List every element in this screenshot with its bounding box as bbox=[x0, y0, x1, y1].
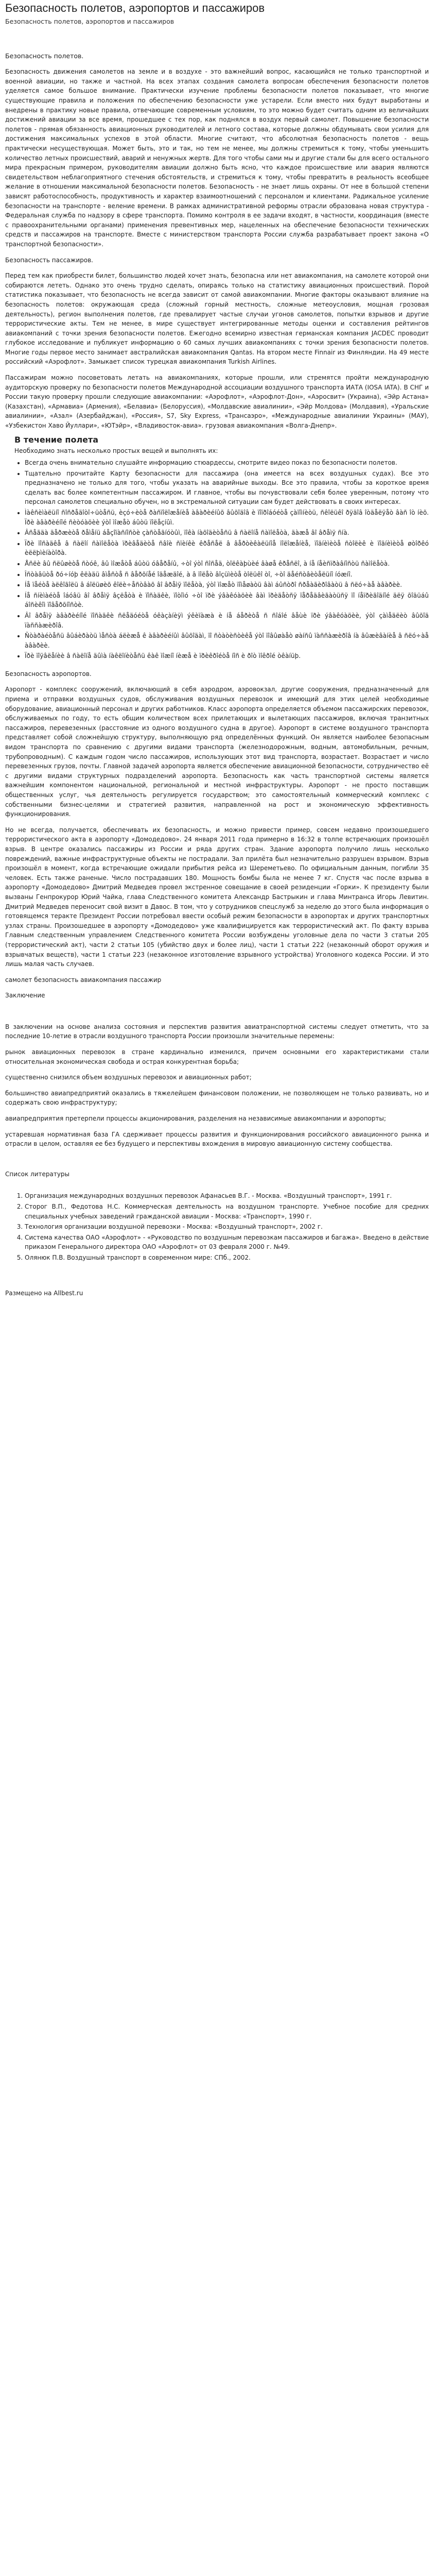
rules-item: • Ìàêñèìàëüíî ñîñðåäîòî÷üòåñü, èçó÷èòå ðàñïîëîæåíèå àâàðèéíûõ âûõîäîâ è ïîïðîáóéòå çàïîìíèòü, ñêîëüêî ðÿäîâ îòäåëÿåò âàñ îò íèõ. Ïðè àâàðèéíîé ñèòóàöèè ýòî ìîæåò áûòü ïîëåçíûì. bbox=[25, 508, 429, 527]
paragraph-conclusion-4: большинство авиапредприятий оказались в тяжелейшем финансовом положении, не позволяющем не только развивать, но и содержать свою инфраструктуру; bbox=[5, 1089, 429, 1107]
paragraph-flights-1: Безопасность движения самолетов на земле и в воздухе - это важнейший вопрос, касающийся не только транспортной и военной авиации, но также и частной. На всех этапах создания самолета вопросам обеспечения безопасности полетов уделяется самое большое внимание. Практически изучение проблемы безопасности полетов показывает, что многие существующие правила и положения по обеспечению безопасности уже устарели. Если вместо них будут выработаны и внедрены в практику новые правила, отвечающие современным условиям, то это можно будет считать одним из величайших достижений авиации за все время, прошедшее с тех пор, как поднялся в воздух первый самолет. Повышение безопасности полетов - прямая обязанность авиационных руководителей и летного состава, которые должны обдумывать свои усилия для достижения максимальных успехов в этой области. Многие считают, что абсолютная безопасность полетов - вещь практически несуществующая. Может быть, это и так, но тем не менее, мы должны стремиться к тому, чтобы уменьшить количество летных происшествий, аварий и ненужных жертв. Для того чтобы сами мы и другие стали бы для всего остального мира прекрасным примером, руководителям авиации должно быть ясно, что каждое происшествие или авария являются свидетельством неблагоприятного стечения обстоятельств, и стремиться к тому, чтобы превратить в реальность всеобщее желание в отношении максимальной безопасности полетов. Безопасность - не знает лишь охраны. От нее в большой степени зависят работоспособность, продуктивность и характер взаимоотношений с персоналом и клиентами. Радикальное усиление безопасности на транспорте - веление времени. В рамках административной реформы отрасли образована новая структура - Федеральная служба по надзору в сфере транспорта. Помимо контроля в ее задачи входят, в частности, координация (вместе с правоохранительными органами) применения превентивных мер, нацеленных на обеспечение безопасности технических средств и пассажиров на транспорте. Вместе с министерством транспорта России служба разрабатывает проект закона «О транспортной безопасности». bbox=[5, 68, 429, 248]
rules-item: • Ïðè ïîñàäêå â ñàëîí ñàìîëåòà ïðèâåäèòå ñâîè ñïèíêè êðåñåë â âåðòèêàëüíîå ïîëîæåíèå, ïîäíèìèòå ñòîëèê è ïîäíèìèòå øòîðêó èëëþìèíàòîðà. bbox=[25, 539, 429, 558]
rules-heading: В течение полета bbox=[14, 434, 99, 445]
reference-item: 2. Сторог В.П., Федотова Н.С. Коммерческая деятельность на воздушном транспорте. Учебное пособие для средних специальных учебных заведений гражданской авиации - Москва: «Транспорт», 1990 г. bbox=[25, 1202, 429, 1221]
rules-item: • Âñåãäà äåðæèòå ðåìåíü áåçîïàñíîñòè çàñòåãíóòûì, ïîêà íàõîäèòåñü â ñàëîíå ñàìîëåòà, äàæå âî âðåìÿ ñíà. bbox=[25, 528, 429, 538]
rules-lead: Необходимо знать несколько простых вещей и выполнять их: bbox=[14, 447, 218, 455]
paragraph-airports-2: Но не всегда, получается, обеспечивать их безопасность, и можно привести пример, совсем недавно произошедшего террористического акта в аэропорту «Домодедово». 24 января 2011 года примерно в 16:32 в толпе встречающих произошёл взрыв. В центре оказались пассажиры из России и ряда других стран. Здание аэропорта получило лишь несколько повреждений, важные инфраструктурные объекты не пострадали. Зал прилёта был незначительно разрушен взрывом. Взрыв произошёл в момент, когда встречающие ожидали прибытия рейса из Шереметьево. По официальным данным, погибли 35 человек. Есть также раненые. Число пострадавших 180. Мощность бомбы была не менее 7 кг. Спустя час после взрыва в аэропорту «Домодедово» Дмитрий Медведев провел экстренное совещание в своей резиденции «Горки». К президенту были вызваны Генпрокурор Юрий Чайка, глава Следственного комитета Александр Бастрыкин и глава Минтранса Игорь Левитин. Дмитрий Медведев переносит свой визит в Давос. В том, что у сотрудников спецслужб за неделю до этого была информация о готовящемся теракте Президент России потребовал ввести особый режим безопасности в аэропортах и других транспортных узлах страны. Произошедшее в аэропорту «Домодедово» уже квалифицируется как террористический акт. По факту взрыва Главным следственным управлением Следственного комитета России возбуждены уголовные дела по части 3 статьи 205 (террористический акт), части 2 статьи 105 (убийство двух и более лиц), части 1 статьи 222 (незаконный оборот оружия и взрывчатых веществ), части 1 статьи 223 (незаконное изготовление взрывного устройства) Уголовного кодекса России. И это лишь малая часть случаев. bbox=[5, 826, 429, 968]
paragraph-passengers-2: Пассажирам можно посоветовать летать на авиакомпаниях, которые прошли, или стремятся пройти международную аудиторскую проверку по безопасности полетов Международной ассоциации воздушного транспорта ИАТА (IOSA IATA). В СНГ и России такую проверку прошли следующие авиакомпании: «Аэрофлот», «Аэрофлот-Дон», «Аэросвит» (Украина), «Эйр Астана» (Казахстан), «Армавиа» (Армения), «Белавиа» (Белоруссия), «Молдавские авиалинии», «Эйр Молдова» (Молдавия), «Уральские авиалинии», «Азал» (Азербайджан), «Россия», S7, Sky Express, «Трансаэро», «Международные авиалинии Украины» (МАУ), «Узбекистон Хаво Йуллари», «ЮТэйр», «Владивосток-авиа». грузовая авиакомпания «Волга-Днепр». bbox=[5, 374, 429, 430]
section-heading-conclusion: Заключение bbox=[5, 992, 45, 999]
rules-item: • Íå ñíèìàéòå îáóâü âî âðåìÿ âçëåòà è ïîñàäêè, ïîòîìó ÷òî ïðè ýâàêóàöèè âàì ïðèäåòñÿ ïåðåäâèãàòüñÿ ïî íåïðèãîäíîé äëÿ õîäüáû áîñèêîì ïîâåðõíîñòè. bbox=[25, 591, 429, 610]
keywords-line: самолет безопасность авиакомпания пассажир bbox=[5, 976, 162, 984]
paragraph-conclusion-2: рынок авиационных перевозок в стране кардинально изменился, причем основными его характеристиками стали относительная экономическая свобода и острая конкурентная борьба; bbox=[5, 1048, 429, 1065]
rules-item: • Тщательно прочитайте Карту безопасности для пассажира (она имеется на всех воздушных судах). Все это предназначено не только для того, чтобы указать на аварийные выходы. Все это правила, чтобы за короткое время сделать вас более компетентным пассажиром. И главное, чтобы вы почувствовали себя более уверенным, потому что персонал самолетов специально обучен, но в экстремальной ситуации сам будет действовать в своих интересах. bbox=[25, 469, 429, 507]
paragraph-conclusion-1: В заключении на основе анализа состояния и перспектив развития авиатранспортной системы следует отметить, что за последние 10-летие в отрасли воздушного транспорта России произошли значительные перемены: bbox=[5, 1023, 429, 1040]
page-title: Безопасность полетов, аэропортов и пассажиров bbox=[5, 2, 265, 14]
rules-item: • Ñòàðàéòåñü âûáèðàòü ìåñòà áëèæå ê àâàðèéíûì âûõîäàì, ïî ñòàòèñòèêå ýòî ïîâûøàåò øàíñû ïàññàæèðîâ íà âûæèâàíèå â ñëó÷àå àâàðèè. bbox=[25, 631, 429, 650]
spacer bbox=[5, 1007, 429, 1022]
paragraph-conclusion-6: устаревшая нормативная база ГА сдерживает процессы развития и функционирования российского авиационного рынка и отрасли в целом, оставляя ее без будущего и перспективы вхождения в мировую авиационную систему сообщества. bbox=[5, 1130, 429, 1148]
rules-list bbox=[5, 458, 429, 661]
references-heading: Список литературы bbox=[5, 1170, 70, 1178]
rules-item: • Âî âðåìÿ àâàðèéíîé ïîñàäêè ñëåäóéòå óêàçàíèÿì ýêèïàæà è íå áåðèòå ñ ñîáîé âåùè ïðè ýâàêóàöèè, ýòî çàìåäëèò âûõîä ïàññàæèðîâ. bbox=[25, 611, 429, 630]
reference-item: 3. Технология организации воздушной перевозки - Москва: «Воздушный транспорт», 2002 г. bbox=[25, 1222, 429, 1232]
reference-item: 4. Система качества ОАО «Аэрофлот» - «Руководство по воздушным перевозкам пассажиров и багажа». Введено в действие приказом Генерального директора ОАО «Аэрофлот» от 03 февраля 2000 г. №49. bbox=[25, 1233, 429, 1252]
spacer bbox=[5, 61, 429, 67]
rules-item: • Всегда очень внимательно слушайте информацию стюардессы, смотрите видео показ по безопасности полетов. bbox=[25, 458, 429, 468]
section-heading-passengers: Безопасность пассажиров. bbox=[5, 256, 93, 264]
references-list bbox=[5, 1191, 429, 1262]
reference-item: 5. Олянюк П.В. Воздушный транспорт в современном мире: СПб., 2002. bbox=[25, 1253, 429, 1263]
paragraph-airports-1: Аэропорт - комплекс сооружений, включающий в себя аэродром, аэровокзал, другие сооружения, предназначенный для приема и отправки воздушных судов, обслуживания воздушных перевозок и имеющий для этих целей необходимые оборудование, авиационный персонал и других работников. Класс аэропорта определяется объемом пассажирских перевозок, обслуживаемых по году, то есть общим количеством всех прилетающих и вылетающих пассажиров, включая транзитных пассажиров, перевезенных (расстояние из одного воздушного судна в другое). Аэропорт в системе воздушного транспорта представляет собой сложнейшую структуру, выполняющую ряд определённых функций. Он является наиболее безопасным видом транспорта по сравнению с другими видами транспорта (железнодорожным, водным, автомобильным, речным, трубопроводным). С каждым годом число пассажиров, использующих этот вид транспорта, возрастает. Возрастает и число перевезенных грузов, почты. Главной задачей аэропорта является обеспечение авиационной безопасности, сотрудничество её с другими видами структурных подразделений аэропорта. Безопасность как часть транспортной системы является важнейшим компонентом национальной, региональной и местной инфраструктуры. Аэропорт - не просто поставщик общественных услуг, чья деятельность регулируется государством; это самостоятельный коммерческий комплекс с собственными бизнес-целями и стратегией развития, направленной на рост и экономическую эффективность функционирования. bbox=[5, 686, 429, 818]
rules-item: • Ïðè ïîÿâëåíèè â ñàëîíå äûìà íàêëîíèòåñü êàê ìîæíî íèæå è ïðèêðîéòå íîñ è ðîò ìîêðîé òêàíüþ. bbox=[25, 651, 429, 661]
rules-item: • Åñëè âû ñëûøèòå ñòóê, âû ìîæåòå áûòü óâåðåíû, ÷òî ýòî ñîñåä, òîëêàþùèé âàøå êðåñëî, à íå íåèñïðàâíîñòü ñàìîëåòà. bbox=[25, 559, 429, 569]
paragraph-conclusion-3: существенно снизился объем воздушных перевозок и авиационных работ; bbox=[5, 1074, 252, 1081]
section-heading-flights: Безопасность полетов. bbox=[5, 52, 84, 60]
reference-item: 1. Организация международных воздушных перевозок Афанасьев В.Г. - Москва. «Воздушный транспорт», 1991 г. bbox=[25, 1191, 429, 1201]
page-subtitle: Безопасность полетов, аэропортов и пассажиров bbox=[5, 17, 175, 25]
rules-item: • Íå ïåéòå àëêîãîëü â áîëüøèõ êîëè÷åñòâàõ âî âðåìÿ ïîëåòà, ýòî ìîæåò ïîìåøàòü âàì áûñòðî ñðåàãèðîâàòü â ñëó÷àå àâàðèè. bbox=[25, 580, 429, 590]
footer-credit: Размещено на Allbest.ru bbox=[5, 1289, 83, 1297]
section-heading-airports: Безопасность аэропортов. bbox=[5, 670, 92, 677]
rules-item: • Îñòàâüòå ðó÷íóþ êëàäü âìåñòå ñ âåðõíåé îäåæäîé, à â ïîëåò âîçüìèòå òîëüêî òî, ÷òî äåéñòâèòåëüíî íóæíî. bbox=[25, 570, 429, 580]
paragraph-passengers-1: Перед тем как приобрести билет, большинство людей хочет знать, безопасна или нет авиакомпания, на самолете которой они собираются лететь. Однако это очень трудно сделать, опираясь только на статистику авиационных происшествий. Порой статистика показывает, что безопасность не всегда зависит от самой авиакомпании. Многие факторы оказывают влияние на безопасность полетов: окружающая среда (сложный горный местность, сложные метеоусловия, мощная грозовая деятельность), регион выполнения полетов, где превалирует частые случаи угонов самолетов, попытки взрывов и другие террористические акты. Тем не менее, в мире существует интегрированные методы оценки и составления рейтингов авиакомпаний с точки зрения безопасности полетов. Ежегодно всемирно известная германская компания JACDEC проводит глубокое исследование и публикует информацию о 60 самых лучших авиакомпаниях с точки зрения безопасности полетов. Многие годы первое место занимает австралийская авиакомпания Qantas. На втором месте Finnair из Финляндии. На 49 месте российский «Аэрофлот». Замыкает список турецкая авиакомпания Turkish Airlines. bbox=[5, 272, 429, 366]
paragraph-conclusion-5: авиапредприятия претерпели процессы акционирования, разделения на независимые авиакомпании и аэропорты; bbox=[5, 1115, 386, 1123]
